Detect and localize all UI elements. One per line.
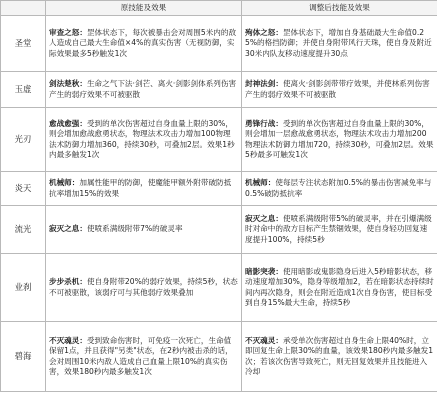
skill-name: 寂灭之息： — [245, 214, 283, 224]
skill-description: 罡体状态下，增加自身基础最大生命值0.25%的格挡防御；并使自身附带风行天珠，使自身及附近30米内队友移动速度提升30点 — [245, 28, 432, 58]
adjusted-effect — [242, 72, 437, 108]
table-row — [1, 322, 437, 392]
skill-name: 不灭魂灵： — [49, 336, 87, 346]
sect-name: 炎天 — [1, 172, 46, 206]
table-row — [1, 254, 437, 322]
table-header-row — [1, 1, 437, 16]
skill-description: 受到致命伤害时，可免疫一次死亡，生命值保留1点，并且获得"另类"状态，在2秒内被击杀的话，会对周围10米内敌人造成自己血量上限10%的真实伤害，效果180秒内最多触发1次 — [49, 336, 233, 376]
sect-name: 业刹 — [1, 254, 46, 322]
adjusted-effect — [242, 206, 437, 254]
table-row — [1, 108, 437, 172]
sect-name: 碧海 — [1, 322, 46, 392]
adjusted-effect — [242, 322, 437, 392]
skill-name: 寂灭之息： — [49, 224, 87, 234]
sect-name: 流光 — [1, 206, 46, 254]
adjusted-effect — [242, 254, 437, 322]
table-row — [1, 16, 437, 72]
skill-name: 殉体之怒： — [245, 28, 283, 38]
skill-description: 使用暗影或鬼影隐身后进入5秒暗影状态，移动速度增加30%，隐身等级增加2，若在暗影状态持续时间内再次隐身，则会在附近造成1次自身伤害，使目标受到自身15%最大生命，持续5秒 — [245, 267, 434, 307]
skill-description: 生命之气下法·剑芒、离火·剑影剑体系列伤害产生的弱疗效果不可被驱散 — [49, 79, 237, 99]
original-effect — [46, 72, 242, 108]
skill-name: 愈战愈强： — [49, 119, 87, 129]
original-effect — [46, 254, 242, 322]
table-row — [1, 172, 437, 206]
skill-description: 受到的单次伤害超过自身血量上限的30%，则会增加一层愈战愈勇状态，物理法术攻击力增加200物理法术防御力增加720，持续30秒，可叠加2层。效果5秒最多可触发1次 — [245, 119, 434, 159]
sect-name: 玉虚 — [1, 72, 46, 108]
header-original: 原技能及效果 — [46, 1, 242, 16]
skill-description: 使自身附带20%的弱疗效果，持续5秒，状态不可被驱散，该弱疗可与其他弱疗效果叠加 — [49, 277, 238, 297]
original-effect — [46, 322, 242, 392]
skill-description: 受到的单次伤害超过自身血量上限的30%，则会增加愈战愈勇状态，物理法术攻击力增加100物理法术防御力增加360，持续30秒，可叠加2层。效果1秒内最多触发1次 — [49, 119, 235, 159]
skill-name: 不灭魂灵： — [245, 336, 283, 346]
skill-name: 机械师： — [49, 178, 80, 188]
skill-name: 机械师： — [245, 178, 276, 188]
skill-description: 罡体状态下，每次被暴击会对周围5米内的敌人造成自己最大生命值×4%的真实伤害（无视防御，实际效果最多5秒触发1次 — [49, 28, 237, 58]
skill-name: 勇锋行战： — [245, 119, 283, 129]
original-effect — [46, 108, 242, 172]
skill-name: 剑法楚秋： — [49, 79, 87, 89]
skill-description: 承受单次伤害超过自身生命上限40%时，立即回复生命上限30%的血量，该效果180秒内最多触发1次；若该次伤害导致死亡，则无回复效果并且技能进入冷却 — [245, 336, 434, 376]
adjusted-effect — [242, 16, 437, 72]
adjusted-effect — [242, 108, 437, 172]
sect-name: 光刃 — [1, 108, 46, 172]
header-sect — [1, 1, 46, 16]
skill-name: 封神法剑： — [245, 79, 283, 89]
original-effect — [46, 172, 242, 206]
sect-name: 圣堂 — [1, 16, 46, 72]
original-effect — [46, 16, 242, 72]
skill-description: 使喷系满级附带7%的破灵率 — [86, 224, 183, 234]
skill-description: 使每层专注状态附加0.5%的暴击伤害减免率与0.5%破防抵抗率 — [245, 178, 432, 198]
table-row — [1, 72, 437, 108]
original-effect — [46, 206, 242, 254]
skill-description: 使离火·剑影剑带带疗效果，并使林系列伤害产生的弱疗效果不可被驱散 — [245, 79, 430, 99]
adjusted-effect — [242, 172, 437, 206]
table-row — [1, 206, 437, 254]
skill-description: 使喷系满级附带5%的破灵率，并在引爆满级时对命中的敌方目标产生禁锢效果，使自身轻功回复速度提升100%，持续5秒 — [245, 214, 432, 244]
skill-name: 暗影突袭： — [245, 267, 283, 277]
skill-description: 加属性能甲的防御，使魔能甲额外附带破防抵抗率增加15%的效果 — [49, 178, 232, 198]
skill-name: 审查之怒： — [49, 28, 87, 38]
skill-name: 步步杀机： — [49, 277, 87, 287]
header-adjusted: 调整后技能及效果 — [242, 1, 437, 16]
